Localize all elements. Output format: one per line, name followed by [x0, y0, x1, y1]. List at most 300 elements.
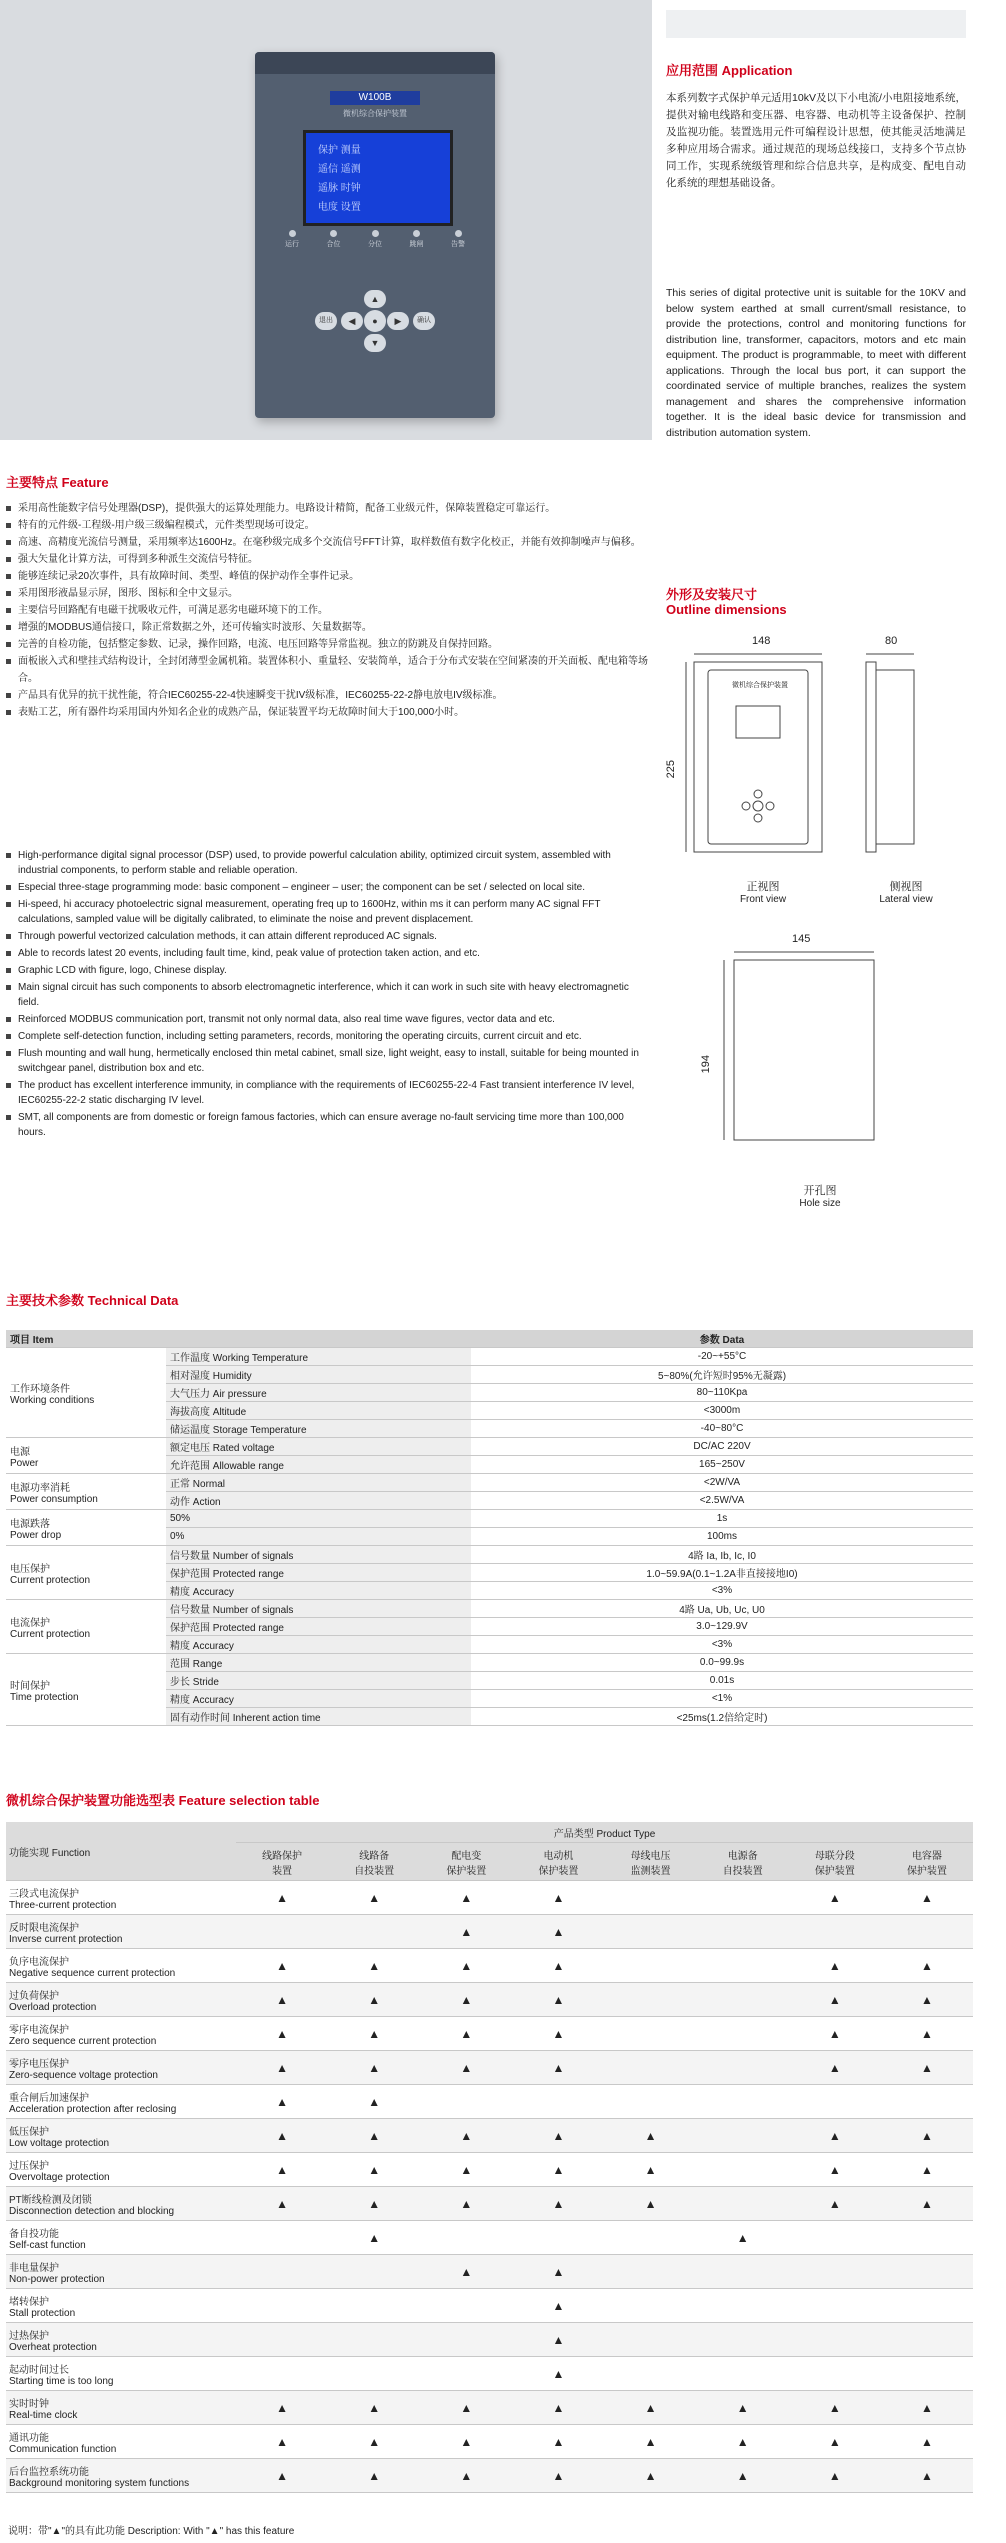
- tech-group: [6, 1654, 166, 1726]
- function-en: Zero sequence current protection: [9, 2035, 157, 2047]
- tech-group-cn: 电源功率消耗: [10, 1482, 70, 1494]
- product-photo: [0, 0, 652, 440]
- feature-mark: ▲: [789, 2391, 881, 2425]
- empty-cell: [328, 2289, 420, 2323]
- feature-mark: ▲: [881, 2425, 973, 2459]
- empty-cell: [697, 2357, 789, 2391]
- feature-mark: ▲: [512, 2289, 604, 2323]
- tech-group-en: Power: [10, 1457, 39, 1469]
- empty-cell: [605, 1915, 697, 1949]
- selection-row: [6, 2085, 973, 2119]
- top-right-bar: [666, 10, 966, 38]
- features-cn-list: [6, 500, 648, 721]
- feature-mark: ▲: [881, 1949, 973, 1983]
- tech-param-en: Allowable range: [212, 1461, 284, 1472]
- feature-cn: 能够连续记录20次事件，具有故障时间、类型、峰值的保护动作全事件记录。: [6, 568, 648, 585]
- hole-height: 194: [700, 1055, 712, 1074]
- feature-mark: ▲: [328, 1983, 420, 2017]
- feature-mark: ▲: [881, 2459, 973, 2493]
- function-cell: [6, 2459, 236, 2493]
- tech-param: [166, 1708, 471, 1726]
- feature-mark: ▲: [328, 2051, 420, 2085]
- tech-param-cn: 正常: [170, 1479, 190, 1490]
- feature-mark: ▲: [328, 2119, 420, 2153]
- function-cn: 零序电压保护: [9, 2058, 69, 2070]
- feature-mark: ▲: [512, 2017, 604, 2051]
- empty-cell: [236, 2289, 328, 2323]
- function-cell: [6, 2119, 236, 2153]
- tech-group: [6, 1546, 166, 1600]
- empty-cell: [605, 2289, 697, 2323]
- tech-row: [6, 1546, 973, 1564]
- tech-param-en: Action: [192, 1497, 221, 1508]
- dim-height: 225: [665, 760, 677, 779]
- function-cell: [6, 2391, 236, 2425]
- function-cn: 低压保护: [9, 2126, 49, 2138]
- feature-mark: ▲: [789, 2459, 881, 2493]
- product-type-head: 电容器 保护装置: [881, 1843, 973, 1881]
- feature-mark: ▲: [512, 2119, 604, 2153]
- function-en: Communication function: [9, 2443, 117, 2455]
- tech-param: [166, 1420, 471, 1438]
- function-cell: [6, 1983, 236, 2017]
- function-cell: [6, 2357, 236, 2391]
- empty-cell: [420, 2085, 512, 2119]
- function-en: Starting time is too long: [9, 2375, 114, 2387]
- product-type-head: 母线电压 监测装置: [605, 1843, 697, 1881]
- feature-mark: ▲: [420, 2391, 512, 2425]
- function-cell: [6, 2187, 236, 2221]
- empty-cell: [789, 1915, 881, 1949]
- tech-value: DC/AC 220V: [471, 1438, 973, 1456]
- tech-param-en: Altitude: [212, 1407, 247, 1418]
- front-screen: [736, 706, 780, 738]
- tech-param-cn: 精度: [170, 1641, 190, 1652]
- feature-mark: ▲: [328, 2017, 420, 2051]
- feature-cn: 采用图形液晶显示屏，图形、图标和全中文显示。: [6, 585, 648, 602]
- empty-cell: [789, 2085, 881, 2119]
- tech-param: [166, 1618, 471, 1636]
- function-cn: 通讯功能: [9, 2432, 49, 2444]
- feature-en: Especial three-stage programming mode: basic component – engineer – user; the component can be set / selected on local site.: [6, 880, 648, 895]
- tech-group: [6, 1510, 166, 1546]
- led-open: 分位: [368, 230, 382, 250]
- function-en: Negative sequence current protection: [9, 1967, 176, 1979]
- tech-value: <2W/VA: [471, 1474, 973, 1492]
- empty-cell: [328, 2255, 420, 2289]
- tech-param-en: Normal: [192, 1479, 226, 1490]
- feature-mark: ▲: [512, 2187, 604, 2221]
- feature-mark: ▲: [420, 2119, 512, 2153]
- feature-mark: ▲: [236, 2119, 328, 2153]
- left-arrow-key[interactable]: ◀: [341, 312, 363, 330]
- tech-param: [166, 1600, 471, 1618]
- empty-cell: [420, 2323, 512, 2357]
- empty-cell: [236, 2255, 328, 2289]
- feature-mark: ▲: [236, 2085, 328, 2119]
- tech-param-cn: 固有动作时间: [170, 1713, 230, 1724]
- empty-cell: [697, 1881, 789, 1915]
- feature-mark: ▲: [789, 1983, 881, 2017]
- tech-group-cn: 时间保护: [10, 1680, 50, 1692]
- tech-value: 0.0~99.9s: [471, 1654, 973, 1672]
- empty-cell: [236, 2221, 328, 2255]
- feature-mark: ▲: [236, 2459, 328, 2493]
- tech-param-cn: 相对湿度: [170, 1371, 210, 1382]
- feature-mark: ▲: [789, 2153, 881, 2187]
- feature-mark: ▲: [789, 2017, 881, 2051]
- feature-mark: ▲: [328, 1949, 420, 1983]
- feature-mark: ▲: [236, 1983, 328, 2017]
- ok-key[interactable]: 确认: [413, 312, 435, 330]
- selection-table: [6, 1822, 973, 2493]
- front-view-outline: [694, 662, 822, 852]
- tech-param: [166, 1492, 471, 1510]
- feature-mark: ▲: [512, 2459, 604, 2493]
- tech-param: [166, 1582, 471, 1600]
- empty-cell: [881, 2323, 973, 2357]
- selection-row: [6, 2459, 973, 2493]
- empty-cell: [605, 2051, 697, 2085]
- feature-mark: ▲: [236, 2153, 328, 2187]
- function-cell: [6, 1949, 236, 1983]
- feature-en: Main signal circuit has such components to absorb electromagnetic interference, which it can work in such site with heavy electromagnetic field.: [6, 980, 648, 1010]
- product-type-head: 线路备 自投装置: [328, 1843, 420, 1881]
- tech-group-en: Current protection: [10, 1574, 91, 1586]
- feature-mark: ▲: [328, 2221, 420, 2255]
- feature-mark: ▲: [881, 1983, 973, 2017]
- selection-row: [6, 2357, 973, 2391]
- empty-cell: [605, 1983, 697, 2017]
- selection-row: [6, 2289, 973, 2323]
- empty-cell: [420, 2357, 512, 2391]
- function-en: Self-cast function: [9, 2239, 86, 2251]
- tech-param: [166, 1510, 471, 1528]
- empty-cell: [697, 1949, 789, 1983]
- tech-param-cn: 工作温度: [170, 1353, 210, 1364]
- outline-drawings: [660, 630, 970, 1200]
- product-type-head: 母联分段 保护装置: [789, 1843, 881, 1881]
- tech-value: 4路 Ia, Ib, Ic, I0: [471, 1546, 973, 1564]
- tech-param-cn: 50%: [170, 1513, 191, 1524]
- empty-cell: [789, 2289, 881, 2323]
- empty-cell: [881, 2289, 973, 2323]
- feature-cn: 增强的MODBUS通信接口，除正常数据之外，还可传输实时波形、矢量数据等。: [6, 619, 648, 636]
- feature-mark: ▲: [697, 2221, 789, 2255]
- outline-title-en: Outline dimensions: [666, 602, 787, 617]
- up-arrow-key[interactable]: ▲: [364, 290, 386, 308]
- tech-group-en: Current protection: [10, 1628, 91, 1640]
- function-cn: 备自投功能: [9, 2228, 59, 2240]
- tech-param-cn: 精度: [170, 1695, 190, 1706]
- empty-cell: [881, 2357, 973, 2391]
- feature-mark: ▲: [420, 1881, 512, 1915]
- feature-mark: ▲: [328, 2425, 420, 2459]
- tech-param-en: Protected range: [212, 1623, 284, 1634]
- tech-row: [6, 1474, 973, 1492]
- tech-param: [166, 1348, 471, 1366]
- empty-cell: [789, 2221, 881, 2255]
- tech-param: [166, 1528, 471, 1546]
- function-cn: 实时时钟: [9, 2398, 49, 2410]
- tech-group-cn: 电源跌落: [10, 1518, 50, 1530]
- function-en: Real-time clock: [9, 2409, 78, 2421]
- feature-mark: ▲: [236, 2051, 328, 2085]
- function-cell: [6, 2425, 236, 2459]
- tech-param: [166, 1402, 471, 1420]
- empty-cell: [881, 1915, 973, 1949]
- tech-value: 0.01s: [471, 1672, 973, 1690]
- tech-row: [6, 1510, 973, 1528]
- tech-group: [6, 1438, 166, 1474]
- empty-cell: [881, 2255, 973, 2289]
- empty-cell: [605, 2357, 697, 2391]
- side-flange: [866, 662, 876, 852]
- tech-value: 3.0~129.9V: [471, 1618, 973, 1636]
- feature-mark: ▲: [512, 2255, 604, 2289]
- tech-group: [6, 1474, 166, 1510]
- hole-cn: 开孔图: [803, 1185, 837, 1197]
- tech-value: <3000m: [471, 1402, 973, 1420]
- product-type-head: 电动机 保护装置: [512, 1843, 604, 1881]
- front-keypad: [753, 801, 763, 811]
- tech-param: [166, 1564, 471, 1582]
- feature-mark: ▲: [512, 2153, 604, 2187]
- function-en: Zero-sequence voltage protection: [9, 2069, 158, 2081]
- lcd-line: 电度 设置: [318, 202, 361, 213]
- led-closed: 合位: [327, 230, 341, 250]
- tech-param-en: Storage Temperature: [212, 1425, 307, 1436]
- enter-key[interactable]: ●: [364, 310, 386, 332]
- tech-param-en: Inherent action time: [232, 1713, 321, 1724]
- tech-param: [166, 1474, 471, 1492]
- tech-param-cn: 步长: [170, 1677, 190, 1688]
- tech-row: [6, 1348, 973, 1366]
- function-cn: PT断线检测及闭锁: [9, 2194, 92, 2206]
- tech-group-cn: 电压保护: [10, 1563, 50, 1575]
- feature-mark: ▲: [420, 1983, 512, 2017]
- function-cn: 零序电流保护: [9, 2024, 69, 2036]
- head-data: 参数 Data: [471, 1330, 973, 1348]
- function-cell: [6, 2051, 236, 2085]
- feature-mark: ▲: [236, 2425, 328, 2459]
- function-en: Three-current protection: [9, 1899, 117, 1911]
- function-cell: [6, 2017, 236, 2051]
- feature-mark: ▲: [512, 1949, 604, 1983]
- dim-width: 148: [752, 635, 771, 647]
- function-cell: [6, 2323, 236, 2357]
- tech-param-en: Humidity: [212, 1371, 252, 1382]
- tech-param-cn: 额定电压: [170, 1443, 210, 1454]
- function-cell: [6, 2221, 236, 2255]
- tech-value: <2.5W/VA: [471, 1492, 973, 1510]
- head-item: 项目 Item: [6, 1330, 471, 1348]
- feature-mark: ▲: [328, 2459, 420, 2493]
- empty-cell: [697, 2153, 789, 2187]
- function-en: Acceleration protection after reclosing: [9, 2103, 177, 2115]
- selection-row: [6, 2221, 973, 2255]
- feature-mark: ▲: [512, 2323, 604, 2357]
- empty-cell: [605, 2085, 697, 2119]
- function-cn: 重合闸后加速保护: [9, 2092, 89, 2104]
- function-cn: 起动时间过长: [9, 2364, 69, 2376]
- empty-cell: [605, 1949, 697, 1983]
- empty-cell: [236, 1915, 328, 1949]
- empty-cell: [328, 1915, 420, 1949]
- tech-value: 1s: [471, 1510, 973, 1528]
- feature-en: Flush mounting and wall hung, hermetically enclosed thin metal cabinet, small size, light weight, easy to install, suitable for being mounted in switchgear panel, distribution box and etc.: [6, 1046, 648, 1076]
- empty-cell: [697, 2017, 789, 2051]
- feature-mark: ▲: [512, 2357, 604, 2391]
- tech-param: [166, 1546, 471, 1564]
- tech-group: [6, 1348, 166, 1438]
- selection-row: [6, 2391, 973, 2425]
- type-head: 产品类型 Product Type: [236, 1822, 973, 1843]
- tech-row: [6, 1600, 973, 1618]
- feature-mark: ▲: [789, 1949, 881, 1983]
- tech-param-en: Number of signals: [212, 1551, 294, 1562]
- feature-mark: ▲: [236, 2017, 328, 2051]
- side-view-body: [876, 670, 914, 844]
- empty-cell: [697, 1983, 789, 2017]
- feature-mark: ▲: [789, 2119, 881, 2153]
- empty-cell: [328, 2323, 420, 2357]
- empty-cell: [697, 1915, 789, 1949]
- function-en: Low voltage protection: [9, 2137, 110, 2149]
- tech-param-en: Range: [192, 1659, 223, 1670]
- esc-key[interactable]: 退出: [315, 312, 337, 330]
- feature-mark: ▲: [512, 2391, 604, 2425]
- feature-mark: ▲: [881, 1881, 973, 1915]
- feature-mark: ▲: [420, 2187, 512, 2221]
- tech-param-en: Air pressure: [212, 1389, 267, 1400]
- feature-mark: ▲: [605, 2153, 697, 2187]
- empty-cell: [420, 2289, 512, 2323]
- empty-cell: [881, 2221, 973, 2255]
- feature-mark: ▲: [512, 1915, 604, 1949]
- lcd-line: 遥信 遥测: [318, 164, 361, 175]
- tech-param-en: Number of signals: [212, 1605, 294, 1616]
- feature-en: The product has excellent interference immunity, in compliance with the requirements of IEC60255-22-4 Fast transient interference IV level, IEC60255-22-2 static discharging IV level.: [6, 1078, 648, 1108]
- empty-cell: [697, 2085, 789, 2119]
- product-type-head: 电源备 自投装置: [697, 1843, 789, 1881]
- feature-mark: ▲: [605, 2187, 697, 2221]
- function-cn: 过负荷保护: [9, 1990, 59, 2002]
- tech-value: <3%: [471, 1582, 973, 1600]
- tech-param: [166, 1366, 471, 1384]
- function-cell: [6, 1881, 236, 1915]
- right-arrow-key[interactable]: ▶: [387, 312, 409, 330]
- device-model-label: W100B: [330, 91, 420, 105]
- side-view-cn: 侧视图: [889, 881, 923, 893]
- tech-value: 1.0~59.9A(0.1~1.2A非直接接地I0): [471, 1564, 973, 1582]
- application-en: This series of digital protective unit is suitable for the 10KV and below system earthed at small current/small resistance, to provide the protections, control and monitoring functions for distribution line, transformer, capacitors, motors and etc main equipment. The product is programmable, to meet with different applications. Through the local bus port, it can support the coordinated service of multiple branches, realizes the system management and shares the comprehensive information together. It is the ideal basic device for transmission and distribution automation system.: [666, 287, 966, 439]
- selection-row: [6, 2153, 973, 2187]
- empty-cell: [236, 2323, 328, 2357]
- selection-row: [6, 1949, 973, 1983]
- feature-mark: ▲: [881, 2187, 973, 2221]
- feature-mark: ▲: [697, 2391, 789, 2425]
- feature-en: Through powerful vectorized calculation methods, it can attain different reproduced AC signals.: [6, 929, 648, 944]
- tech-param-cn: 信号数量: [170, 1551, 210, 1562]
- tech-param-cn: 信号数量: [170, 1605, 210, 1616]
- empty-cell: [697, 2051, 789, 2085]
- feature-mark: ▲: [605, 2459, 697, 2493]
- feature-cn: 面板嵌入式和壁挂式结构设计，全封闭薄型金属机箱。装置体积小、重量轻、安装简单，适合于分布式安装在空间紧凑的开关面板、配电箱等场合。: [6, 653, 648, 687]
- lcd-screen: [303, 130, 453, 226]
- empty-cell: [236, 2357, 328, 2391]
- function-cn: 负序电流保护: [9, 1956, 69, 1968]
- tech-value: 100ms: [471, 1528, 973, 1546]
- tech-param-en: Protected range: [212, 1569, 284, 1580]
- tech-param-cn: 保护范围: [170, 1623, 210, 1634]
- tech-group-cn: 电源: [10, 1446, 30, 1458]
- feature-en: Graphic LCD with figure, logo, Chinese display.: [6, 963, 648, 978]
- feature-mark: ▲: [605, 2391, 697, 2425]
- feature-mark: ▲: [236, 1881, 328, 1915]
- tech-value: 80~110Kpa: [471, 1384, 973, 1402]
- empty-cell: [881, 2085, 973, 2119]
- tech-value: 5~80%(允许短时95%无凝露): [471, 1366, 973, 1384]
- tech-param: [166, 1456, 471, 1474]
- function-cell: [6, 2289, 236, 2323]
- feature-mark: ▲: [236, 2187, 328, 2221]
- feature-mark: ▲: [697, 2459, 789, 2493]
- feature-mark: ▲: [328, 1881, 420, 1915]
- empty-cell: [697, 2187, 789, 2221]
- tech-param-cn: 动作: [170, 1497, 190, 1508]
- down-arrow-key[interactable]: ▼: [364, 334, 386, 352]
- tech-value: -20~+55°C: [471, 1348, 973, 1366]
- tech-param: [166, 1384, 471, 1402]
- feature-mark: ▲: [881, 2017, 973, 2051]
- tech-group-en: Time protection: [10, 1691, 79, 1703]
- tech-param-en: Accuracy: [192, 1695, 234, 1706]
- tech-value: <25ms(1.2倍给定时): [471, 1708, 973, 1726]
- feature-mark: ▲: [512, 1983, 604, 2017]
- feature-mark: ▲: [420, 2051, 512, 2085]
- feature-mark: ▲: [881, 2119, 973, 2153]
- selection-title: 微机综合保护装置功能选型表 Feature selection table: [6, 1793, 320, 1808]
- tech-param-cn: 保护范围: [170, 1569, 210, 1580]
- empty-cell: [605, 2255, 697, 2289]
- empty-cell: [605, 1881, 697, 1915]
- tech-param-en: Accuracy: [192, 1641, 234, 1652]
- tech-value: -40~80°C: [471, 1420, 973, 1438]
- feature-en: Reinforced MODBUS communication port, transmit not only normal data, also real time wave figures, vector data and etc.: [6, 1012, 648, 1027]
- tech-row: [6, 1438, 973, 1456]
- function-en: Disconnection detection and blocking: [9, 2205, 175, 2217]
- technical-title: 主要技术参数 Technical Data: [6, 1293, 179, 1308]
- selection-row: [6, 2187, 973, 2221]
- feature-mark: ▲: [420, 2459, 512, 2493]
- feature-cn: 主要信号回路配有电磁干扰吸收元件，可满足恶劣电磁环境下的工作。: [6, 602, 648, 619]
- feature-mark: ▲: [789, 2051, 881, 2085]
- front-view-cn: 正视图: [746, 881, 780, 893]
- feature-mark: ▲: [236, 2391, 328, 2425]
- feature-mark: ▲: [328, 2391, 420, 2425]
- function-cn: 三段式电流保护: [9, 1888, 79, 1900]
- led-run: 运行: [285, 230, 299, 250]
- empty-cell: [697, 2119, 789, 2153]
- hole-outline: [734, 960, 874, 1140]
- front-panel-label: 微机综合保护装置: [732, 682, 788, 689]
- selection-row: [6, 1983, 973, 2017]
- feature-mark: ▲: [420, 1915, 512, 1949]
- function-en: Overvoltage protection: [9, 2171, 110, 2183]
- feature-mark: ▲: [420, 1949, 512, 1983]
- feature-mark: ▲: [789, 2425, 881, 2459]
